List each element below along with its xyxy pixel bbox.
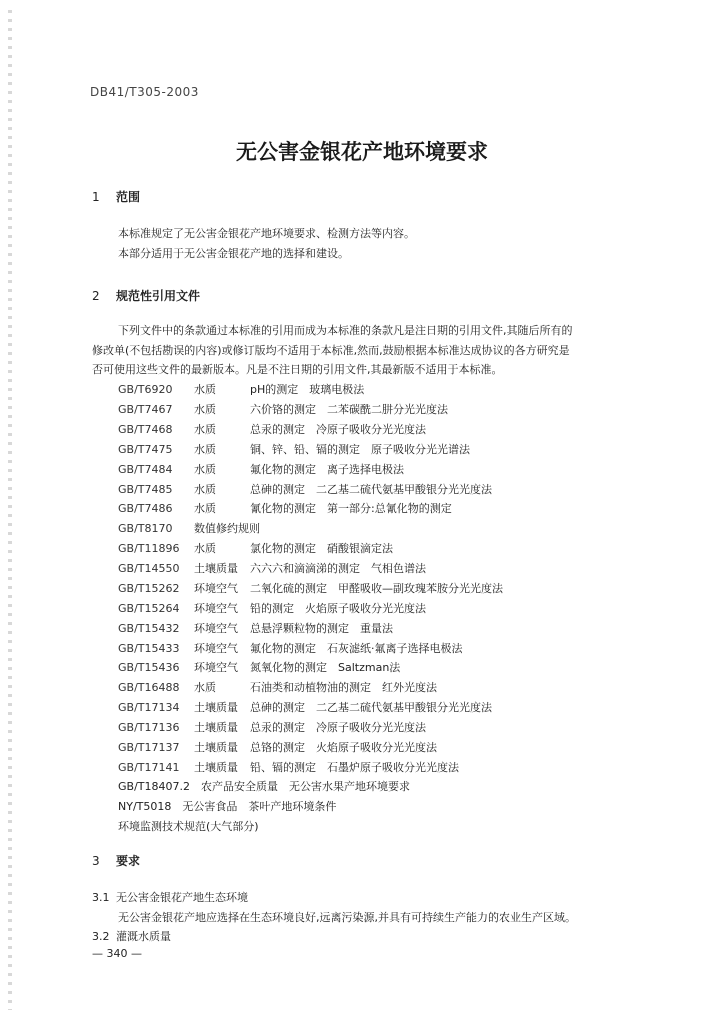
document-title: 无公害金银花产地环境要求: [236, 139, 488, 164]
ref-title: 总铬的测定 火焰原子吸收分光光度法: [250, 741, 437, 754]
reference-item: [118, 679, 437, 697]
section-1-heading: [92, 188, 140, 205]
ref-title: 六六六和滴滴涕的测定 气相色谱法: [250, 562, 426, 575]
ref-code: GB/T17136: [118, 721, 180, 734]
intro-line: 下列文件中的条款通过本标准的引用而成为本标准的条款凡是注日期的引用文件,其随后所有的: [118, 324, 573, 337]
ref-title: 氯化物的测定 硝酸银滴定法: [250, 542, 393, 555]
ref-code: GB/T16488: [118, 681, 180, 694]
section-number: 3: [92, 854, 100, 868]
reference-item: [118, 659, 400, 677]
page-number: — 340 —: [92, 947, 142, 960]
reference-item: [118, 381, 364, 399]
section-title: 范围: [116, 190, 141, 204]
ref-title: 铅、镉的测定 石墨炉原子吸收分光光度法: [250, 761, 459, 774]
ref-medium: 土壤质量: [194, 761, 238, 774]
ref-code: GB/T15433: [118, 642, 180, 655]
ref-medium: 水质: [194, 423, 216, 436]
subsection-title: 灌溉水质量: [116, 930, 171, 943]
subsection-number: 3.2: [92, 930, 110, 943]
reference-item: [118, 481, 492, 499]
ref-medium: 水质: [194, 483, 216, 496]
ref-title: 总砷的测定 二乙基二硫代氨基甲酸银分光光度法: [250, 483, 492, 496]
ref-medium: 水质: [194, 681, 216, 694]
section-2-heading: [92, 287, 200, 304]
ref-code: GB/T7467: [118, 403, 173, 416]
section-number: 2: [92, 289, 100, 303]
ref-medium: 土壤质量: [194, 562, 238, 575]
ref-code: GB/T15432: [118, 622, 180, 635]
section-number: 1: [92, 190, 100, 204]
reference-item: [118, 401, 448, 419]
ref-title: 总汞的测定 冷原子吸收分光光度法: [250, 721, 426, 734]
ref-medium: 水质: [194, 542, 216, 555]
ref-code: GB/T17134: [118, 701, 180, 714]
ref-medium: 土壤质量: [194, 701, 238, 714]
ref-title: 石油类和动植物油的测定 红外光度法: [250, 681, 437, 694]
reference-item: GB/T18407.2 农产品安全质量 无公害水果产地环境要求: [118, 780, 410, 793]
ref-code: GB/T7486: [118, 502, 173, 515]
reference-item: [118, 540, 393, 558]
ref-title: 铜、锌、铅、镉的测定 原子吸收分光光谱法: [250, 443, 470, 456]
ref-title: 总汞的测定 冷原子吸收分光光度法: [250, 423, 426, 436]
reference-item: [118, 719, 426, 737]
reference-item: [118, 500, 452, 518]
ref-title: 总悬浮颗粒物的测定 重量法: [250, 622, 393, 635]
ref-code: GB/T7475: [118, 443, 173, 456]
ref-medium: 环境空气: [194, 661, 238, 674]
standard-code: DB41/T305-2003: [90, 85, 199, 99]
paragraph: 本标准规定了无公害金银花产地环境要求、检测方法等内容。: [118, 227, 415, 240]
reference-item: [118, 441, 470, 459]
subsection-3-2-heading: [92, 928, 171, 944]
ref-medium: 水质: [194, 502, 216, 515]
section-title: 要求: [116, 854, 141, 868]
reference-item: [118, 560, 426, 578]
ref-code: GB/T6920: [118, 383, 173, 396]
ref-code: GB/T15436: [118, 661, 180, 674]
ref-code: GB/T7484: [118, 463, 173, 476]
reference-item: [118, 640, 463, 658]
ref-title: 铅的测定 火焰原子吸收分光光度法: [250, 602, 426, 615]
ref-title: pH的测定 玻璃电极法: [250, 383, 365, 396]
reference-item: [118, 699, 492, 717]
section-title: 规范性引用文件: [116, 289, 201, 303]
ref-title: 总砷的测定 二乙基二硫代氨基甲酸银分光光度法: [250, 701, 492, 714]
ref-medium: 水质: [194, 403, 216, 416]
intro-line: 否可使用这些文件的最新版本。凡是不注日期的引用文件,其最新版不适用于本标准。: [92, 363, 503, 376]
subsection-title: 无公害金银花产地生态环境: [116, 891, 248, 904]
reference-item: [118, 520, 260, 538]
ref-code: GB/T14550: [118, 562, 180, 575]
ref-title: 数值修约规则: [194, 522, 260, 535]
ref-code: GB/T17137: [118, 741, 180, 754]
ref-title: 二氧化硫的测定 甲醛吸收—副玫瑰苯胺分光光度法: [250, 582, 503, 595]
reference-item: [118, 739, 437, 757]
ref-medium: 水质: [194, 463, 216, 476]
ref-title: 氟化物的测定 石灰滤纸·氟离子选择电极法: [250, 642, 463, 655]
ref-code: GB/T11896: [118, 542, 180, 555]
paragraph: 无公害金银花产地应选择在生态环境良好,远离污染源,并具有可持续生产能力的农业生产区域。: [118, 911, 576, 924]
ref-medium: 环境空气: [194, 582, 238, 595]
ref-medium: 环境空气: [194, 602, 238, 615]
ref-code: GB/T7468: [118, 423, 173, 436]
ref-medium: 水质: [194, 443, 216, 456]
ref-code: GB/T7485: [118, 483, 173, 496]
intro-line: 修改单(不包括勘误的内容)或修订版均不适用于本标准,然而,鼓励根据本标准达成协议的各方研究是: [92, 344, 570, 357]
reference-item: [118, 461, 404, 479]
ref-medium: 水质: [194, 383, 216, 396]
ref-medium: 环境空气: [194, 622, 238, 635]
ref-medium: 土壤质量: [194, 721, 238, 734]
ref-code: GB/T15262: [118, 582, 180, 595]
subsection-3-1-heading: [92, 889, 248, 905]
reference-item: [118, 580, 503, 598]
paragraph: 本部分适用于无公害金银花产地的选择和建设。: [118, 247, 349, 260]
ref-code: GB/T17141: [118, 761, 180, 774]
subsection-number: 3.1: [92, 891, 110, 904]
ref-code: GB/T15264: [118, 602, 180, 615]
reference-item: [118, 759, 459, 777]
section-3-heading: [92, 852, 140, 869]
ref-medium: 环境空气: [194, 642, 238, 655]
reference-item: [118, 600, 426, 618]
reference-item: [118, 421, 426, 439]
ref-title: 氰化物的测定 第一部分:总氰化物的测定: [250, 502, 452, 515]
ref-medium: 土壤质量: [194, 741, 238, 754]
reference-item: [118, 620, 393, 638]
ref-title: 氟化物的测定 离子选择电极法: [250, 463, 404, 476]
ref-code: GB/T8170: [118, 522, 173, 535]
ref-title: 六价铬的测定 二苯碳酰二肼分光光度法: [250, 403, 448, 416]
ref-title: 氮氧化物的测定 Saltzman法: [250, 661, 401, 674]
reference-item: 环境监测技术规范(大气部分): [118, 820, 259, 833]
reference-item: NY/T5018 无公害食品 茶叶产地环境条件: [118, 800, 337, 813]
